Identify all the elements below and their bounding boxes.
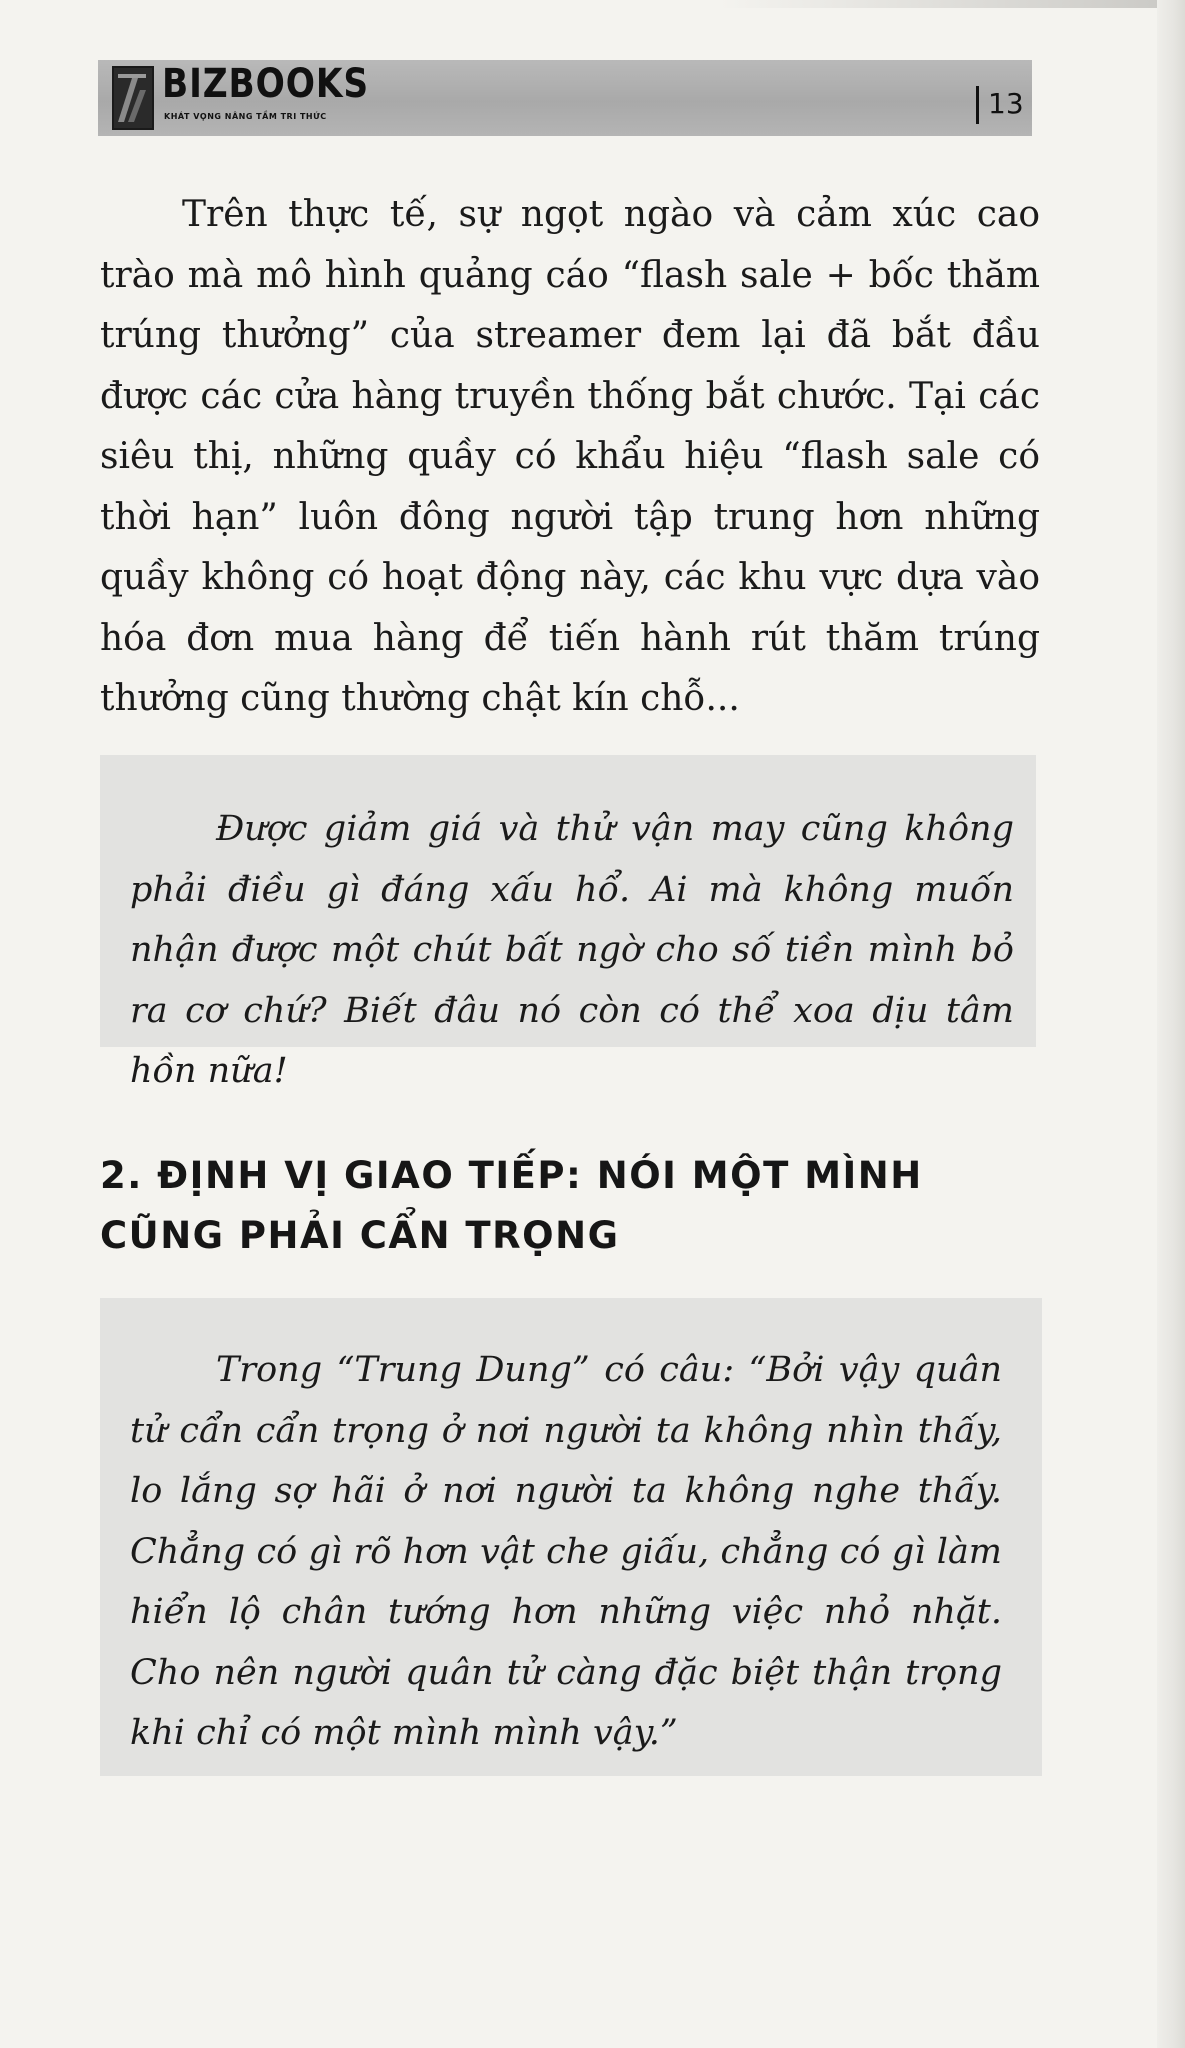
quote-box (100, 1298, 1042, 1776)
page-edge-shadow (1157, 0, 1185, 2048)
callout-box (100, 755, 1036, 1091)
brand-tagline: KHÁT VỌNG NÂNG TẦM TRI THỨC (164, 112, 327, 121)
page-number-divider (976, 86, 979, 124)
quote-text: Trong “Trung Dung” có câu: “Bởi vậy quân tử cẩn cẩn trọng ở nơi người ta không nhìn thấy, lo lắng sợ hãi ở nơi người ta không nghe thấy. Chẳng có gì rõ hơn vật che giấu, chẳng có gì làm hiển lộ chân tướng hơn những việc nhỏ nhặt. Cho nên người quân tử càng đặc biệt thận trọng khi chỉ có một mình mình vậy.” (130, 1350, 1002, 1753)
section-heading: 2. ĐỊNH VỊ GIAO TIẾP: NÓI MỘT MÌNH CŨNG PHẢI CẨN TRỌNG (100, 1154, 923, 1257)
body-paragraph: Trên thực tế, sự ngọt ngào và cảm xúc cao trào mà mô hình quảng cáo “flash sale + bốc thăm trúng thưởng” của streamer đem lại đã bắt đầu được các cửa hàng truyền thống bắt chước. Tại các siêu thị, những quầy có khẩu hiệu “flash sale có thời hạn” luôn đông người tập trung hơn những quầy không có hoạt động này, các khu vực dựa vào hóa đơn mua hàng để tiến hành rút thăm trúng thưởng cũng thường chật kín chỗ... (100, 194, 1040, 719)
page-top-shadow (720, 0, 1185, 8)
running-header (98, 60, 1032, 136)
brand-name: BIZBOOKS (162, 61, 369, 107)
callout-text: Được giảm giá và thử vận may cũng không phải điều gì đáng xấu hổ. Ai mà không muốn nhận được một chút bất ngờ cho số tiền mình bỏ ra cơ chứ? Biết đâu nó còn có thể xoa dịu tâm hồn nữa! (130, 809, 1014, 1091)
bizbooks-logo-icon (112, 66, 154, 130)
page-number: 13 (988, 87, 1024, 120)
